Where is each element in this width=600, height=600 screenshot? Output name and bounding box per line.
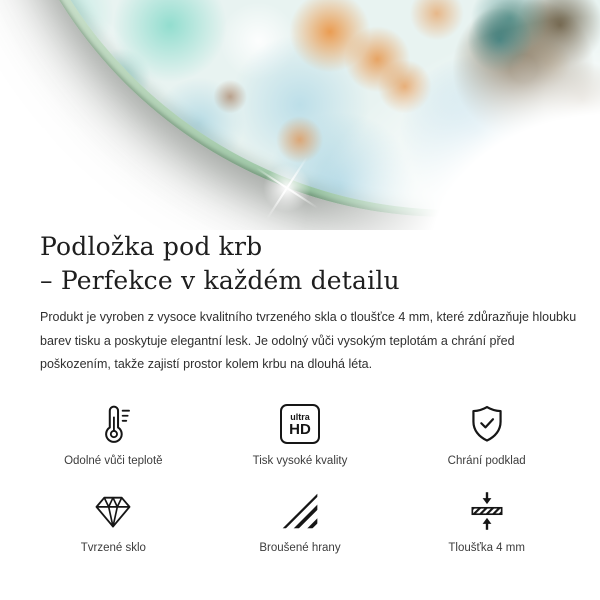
product-description: Produkt je vyroben z vysoce kvalitního tvrzeného skla o tloušťce 4 mm, které zdůrazňuje hloubku barev tisku a poskytuje elegantní lesk. Je odolný vůči vysokým teplotám a chrání před poškozením, takže zajistí prostor kolem krbu na dlouhá léta.	[40, 310, 577, 371]
product-photo	[0, 0, 600, 230]
feature-label: Odolné vůči teplotě	[64, 455, 163, 467]
glass-disc	[0, 0, 600, 217]
feature-grid	[20, 402, 580, 554]
thermometer-icon	[91, 402, 135, 446]
beveled-edges-icon	[278, 489, 322, 533]
ultra-hd-icon-text-bottom: HD	[289, 420, 311, 438]
diamond-icon	[91, 489, 135, 533]
ultra-hd-icon-text-top: ultra	[290, 411, 310, 422]
feature-label: Tvrzené sklo	[80, 542, 146, 554]
feature-protects-floor	[393, 402, 580, 467]
feature-label: Broušené hrany	[259, 542, 341, 554]
feature-label: Tisk vysoké kvality	[252, 455, 348, 467]
page-title-line-1: Podložka pod krb	[40, 232, 263, 261]
page-title	[40, 230, 570, 298]
feature-tempered-glass	[20, 489, 207, 554]
feature-beveled-edges	[207, 489, 394, 554]
feature-label: Tloušťka 4 mm	[448, 542, 525, 554]
feature-label: Chrání podklad	[447, 455, 526, 467]
feature-heat-resistant	[20, 402, 207, 467]
shield-check-icon	[465, 402, 509, 446]
ultra-hd-icon	[280, 402, 320, 446]
feature-print-quality	[207, 402, 394, 467]
page-title-line-2: – Perfekce v každém detailu	[40, 266, 400, 295]
feature-thickness	[393, 489, 580, 554]
thickness-icon	[465, 489, 509, 533]
